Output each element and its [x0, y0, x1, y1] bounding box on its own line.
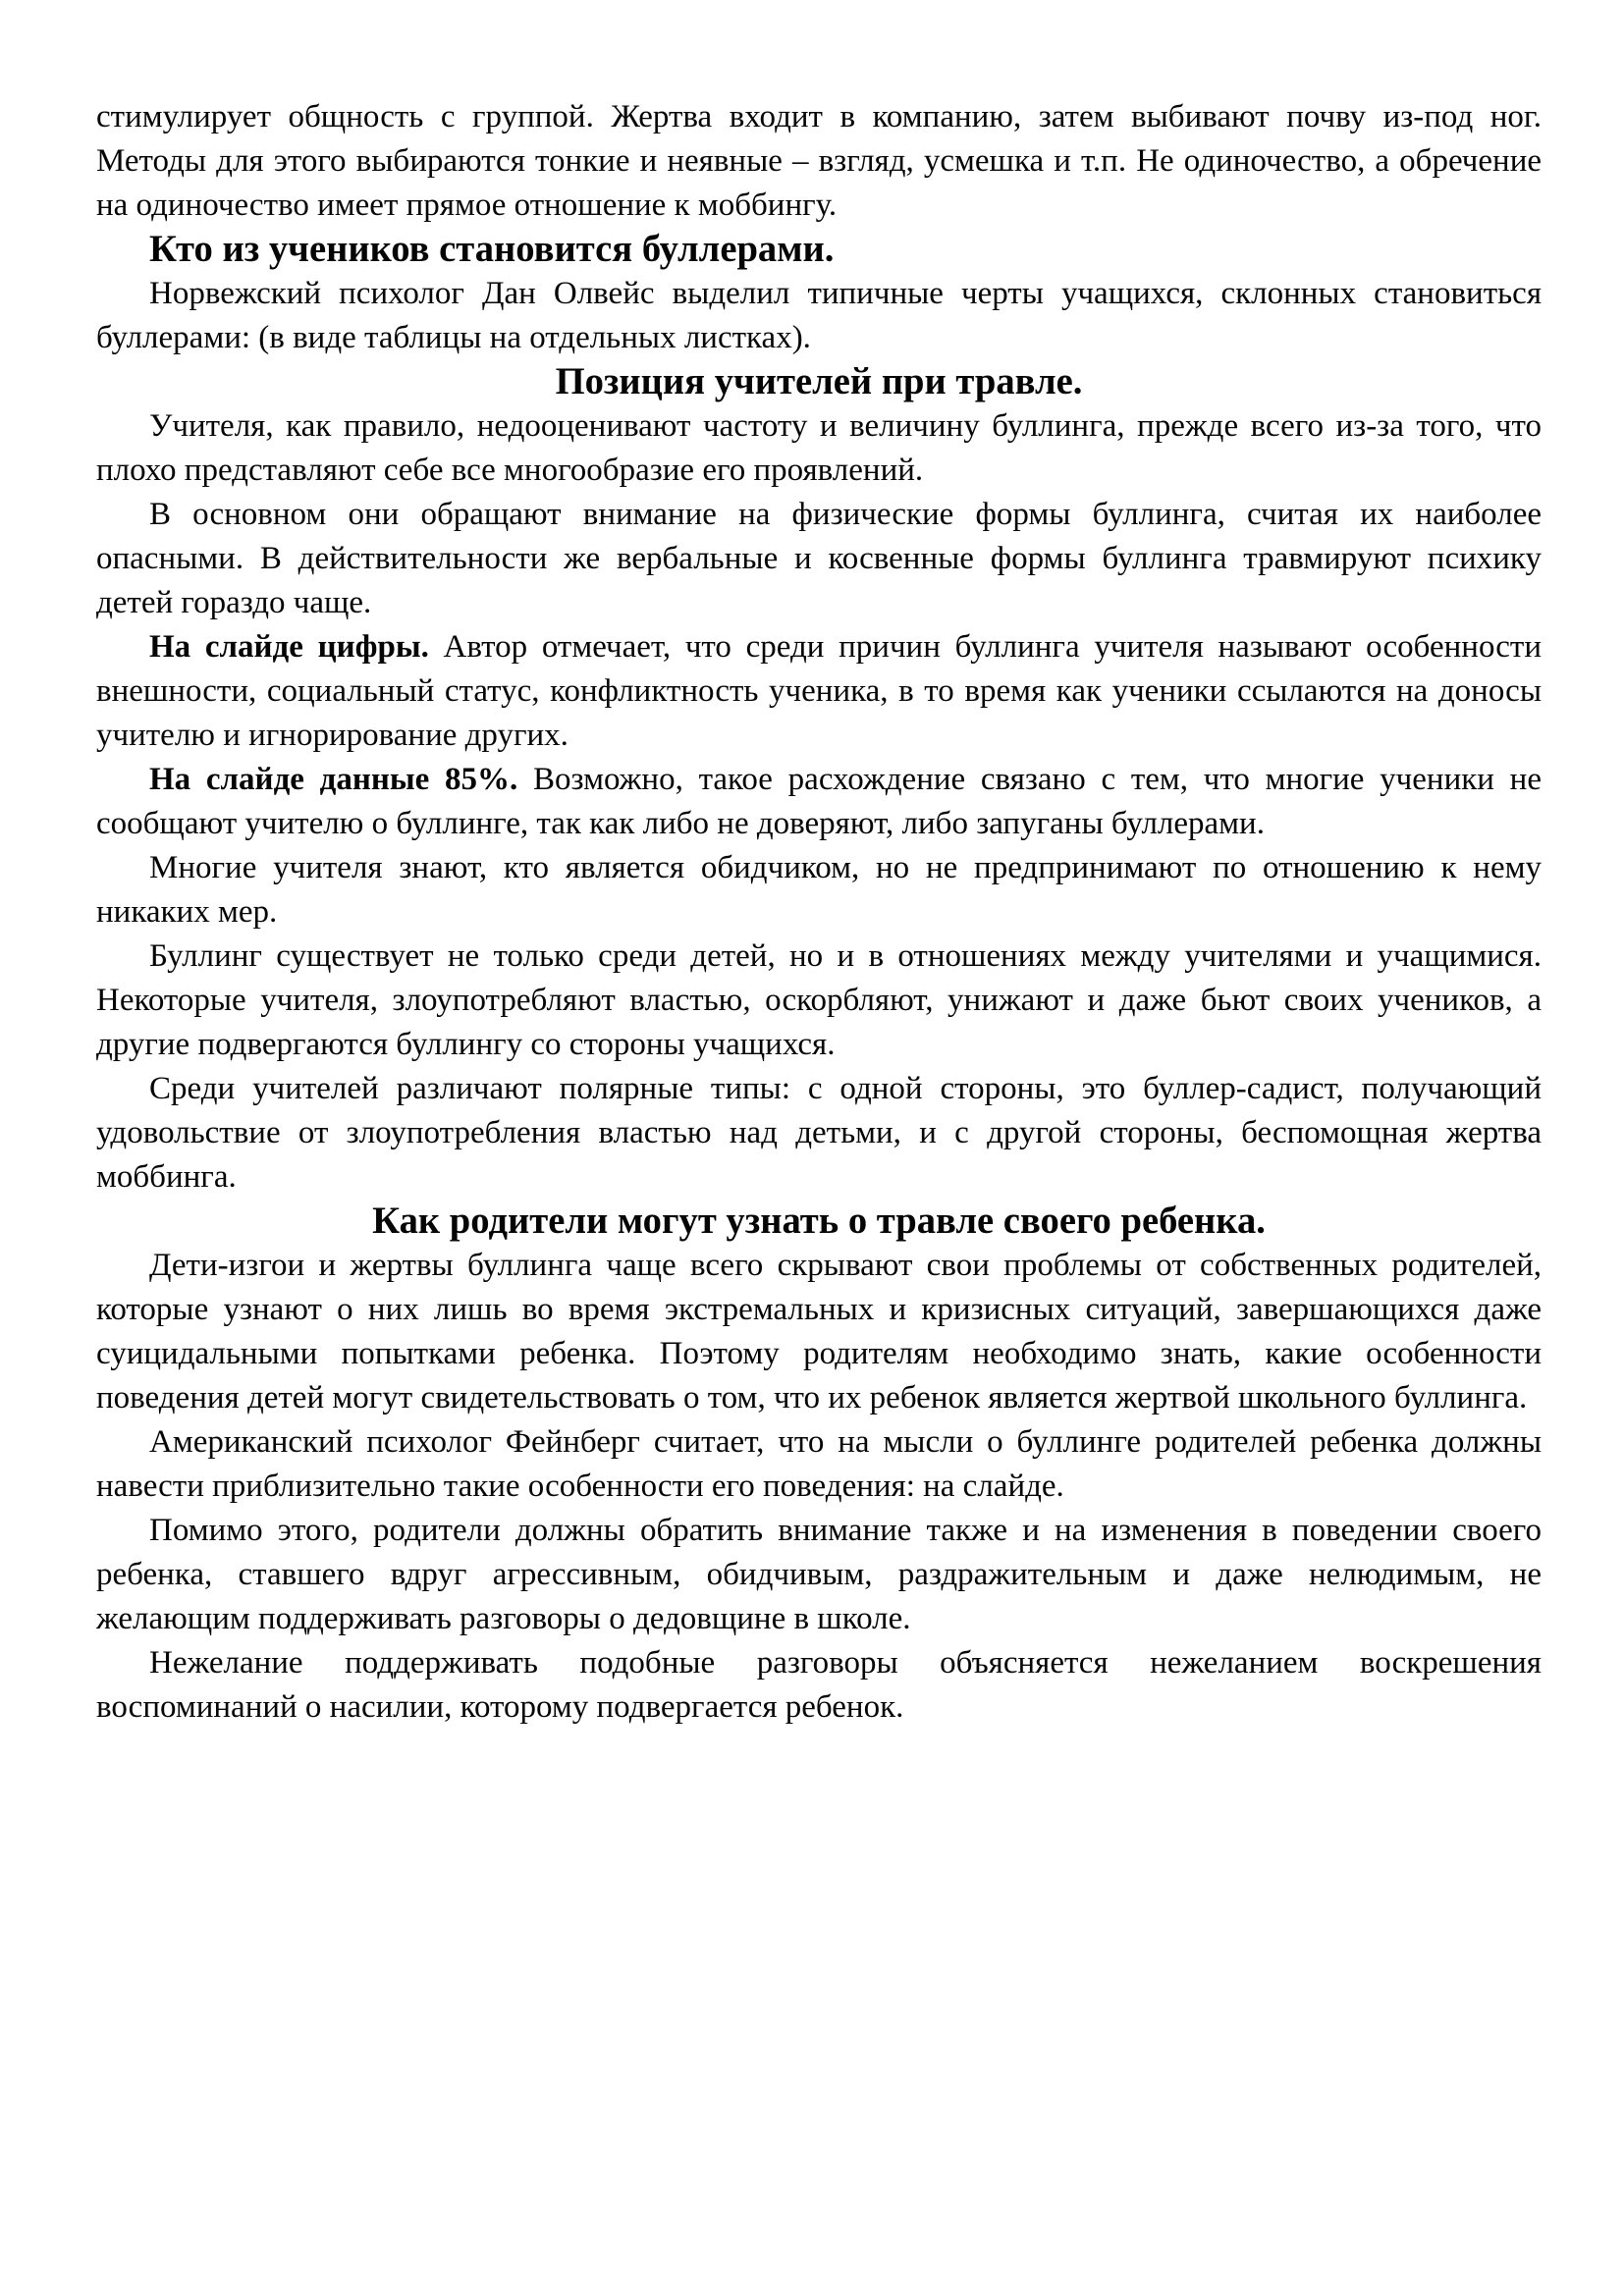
section-heading: Позиция учителей при травле. [555, 361, 1083, 402]
bold-lead: На слайде цифры. [149, 629, 429, 665]
paragraph: Дети-изгои и жертвы буллинга чаще всего скрывают свои проблемы от собственных родителей, которые узнают о них лишь во время экстремальных и кризисных ситуаций, завершающихся даже суицидальными попытками ребенка. Поэтому родителям необходимо знать, какие особенности поведения детей могут свидетельствовать о том, что их ребенок является жертвой школьного буллинга. [96, 1248, 1542, 1415]
section-heading: Как родители могут узнать о травле своего ребенка. [372, 1201, 1266, 1242]
paragraph: В основном они обращают внимание на физические формы буллинга, считая их наиболее опасными. В действительности же вербальные и косвенные формы буллинга травмируют психику детей гораздо чаще. [96, 497, 1542, 620]
paragraph: Среди учителей различают полярные типы: с одной стороны, это буллер-садист, получающий удовольствие от злоупотребления властью над детьми, и с другой стороны, беспомощная жертва моббинга. [96, 1071, 1542, 1195]
paragraph: Американский психолог Фейнберг считает, что на мысли о буллинге родителей ребенка должны навести приблизительно такие особенности его поведения: на слайде. [96, 1424, 1542, 1504]
paragraph-text: Возможно, такое расхождение связано с тем, что многие ученики не сообщают учителю о буллинге, так как либо не доверяют, либо запуганы буллерами. [96, 762, 1542, 841]
paragraph: стимулирует общность с группой. Жертва входит в компанию, затем выбивают почву из-под ног. Методы для этого выбираются тонкие и неявные – взгляд, усмешка и т.п. Не одиночество, а обречение на одиночество имеет прямое отношение к моббингу. [96, 99, 1542, 223]
paragraph [96, 758, 1542, 846]
bold-lead: На слайде данные 85%. [149, 762, 518, 797]
paragraph: Помимо этого, родители должны обратить внимание также и на изменения в поведении своего ребенка, ставшего вдруг агрессивным, обидчивым, раздражительным и даже нелюдимым, не желающим поддерживать разговоры о дедовщине в школе. [96, 1513, 1542, 1636]
paragraph-text: Автор отмечает, что среди причин буллинга учителя называют особенности внешности, социальный статус, конфликтность ученика, в то время как ученики ссылаются на доносы учителю и игнорирование других. [96, 629, 1542, 753]
section-heading: Кто из учеников становится буллерами. [149, 229, 835, 270]
paragraph: Многие учителя знают, кто является обидчиком, но не предпринимают по отношению к нему никаких мер. [96, 850, 1542, 930]
paragraph: Буллинг существует не только среди детей, но и в отношениях между учителями и учащимися. Некоторые учителя, злоупотребляют властью, оскорбляют, унижают и даже бьют своих учеников, а другие подвергаются буллингу со стороны учащихся. [96, 938, 1542, 1062]
paragraph [96, 625, 1542, 758]
paragraph: Норвежский психолог Дан Олвейс выделил типичные черты учащихся, склонных становиться буллерами: (в виде таблицы на отдельных листках). [96, 276, 1542, 355]
paragraph: Учителя, как правило, недооценивают частоту и величину буллинга, прежде всего из-за того, что плохо представляют себе все многообразие его проявлений. [96, 408, 1542, 488]
paragraph: Нежелание поддерживать подобные разговоры объясняется нежеланием воскрешения воспоминаний о насилии, которому подвергается ребенок. [96, 1645, 1542, 1725]
